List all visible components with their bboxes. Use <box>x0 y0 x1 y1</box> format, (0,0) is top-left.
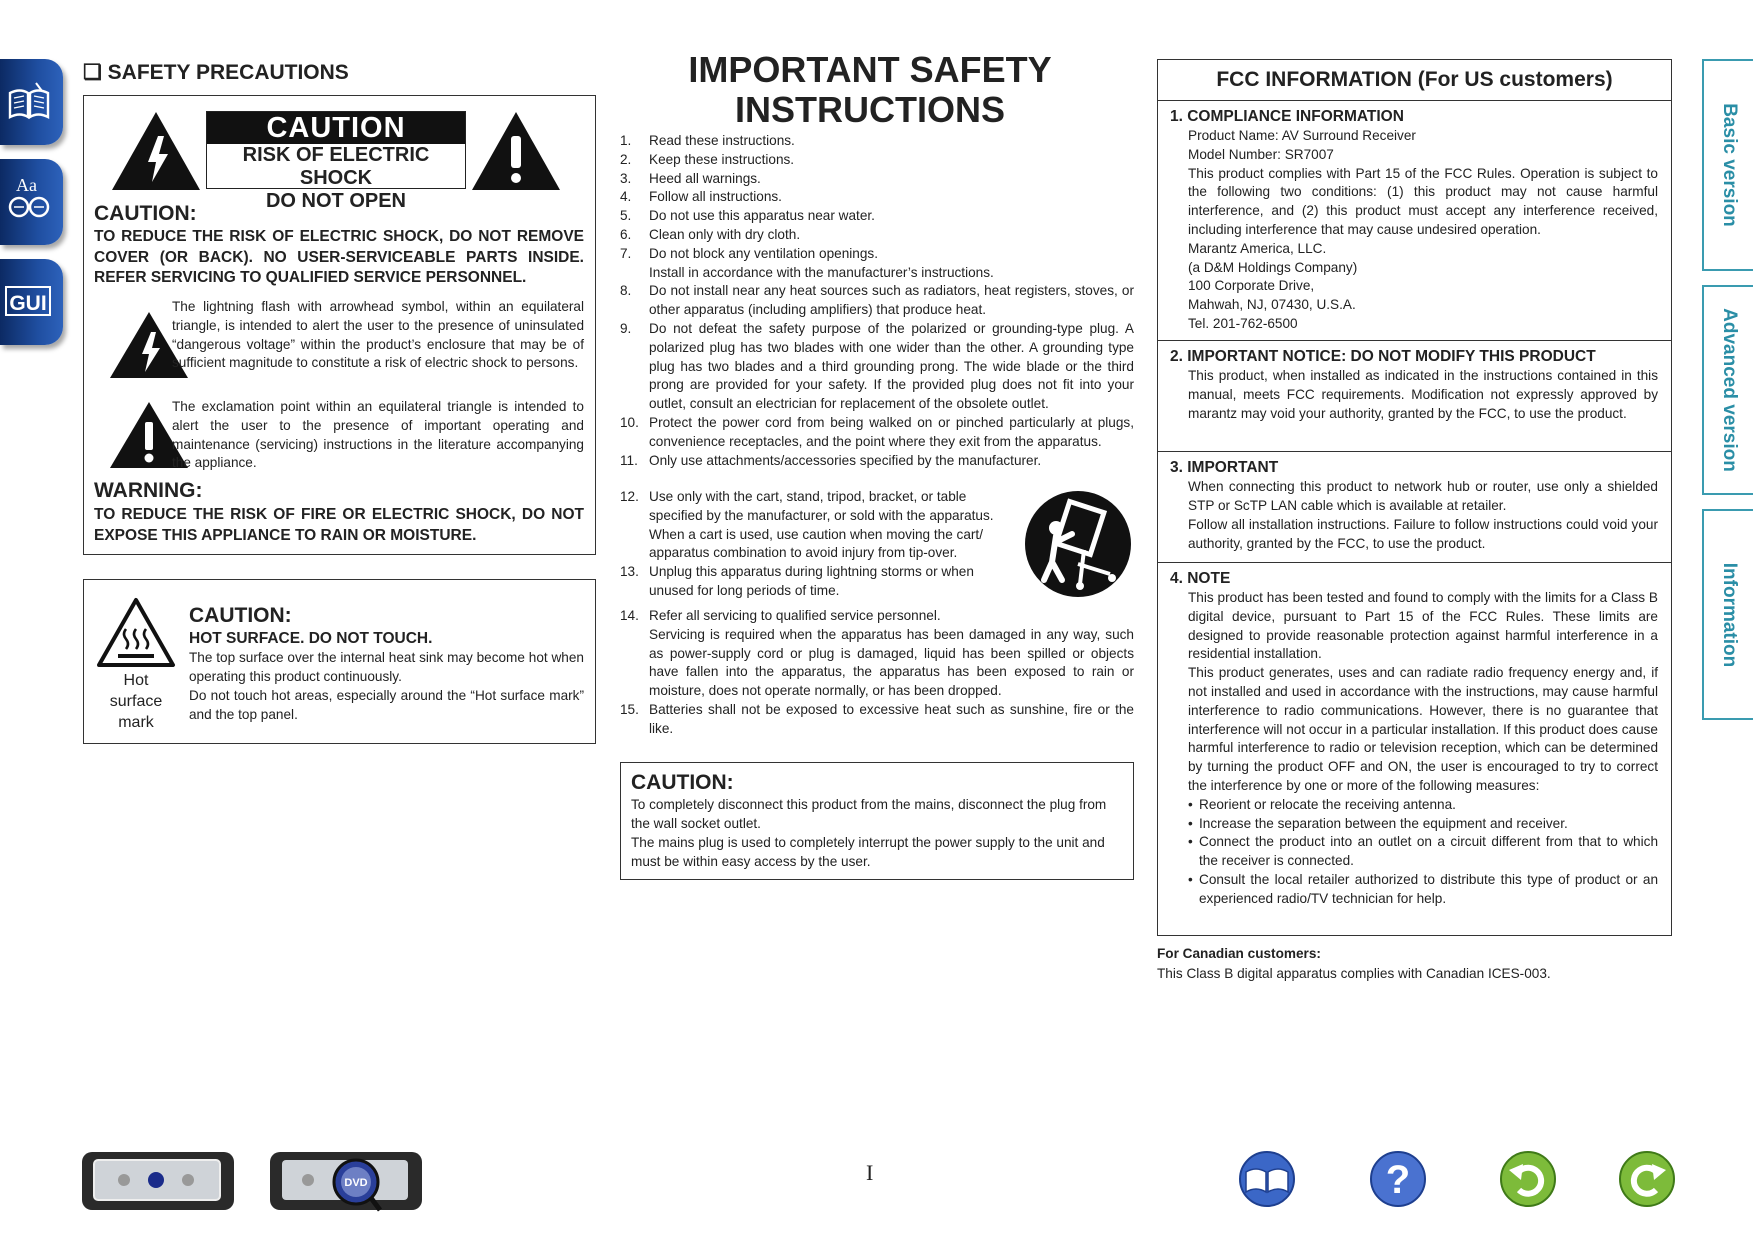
bullet-glyph: • <box>1188 871 1193 887</box>
fcc-measures-list <box>1188 796 1658 909</box>
fcc-section-4-body <box>1188 589 1658 909</box>
tab-advanced-version-label: Advanced version <box>1718 308 1740 472</box>
fcc-section-2-text: This product, when installed as indicated in the instructions contained in this manual, meets FCC requirements. Modification not expressly approved by marantz may void your authority, granted by the FCC, to use the product. <box>1188 368 1658 421</box>
instruction-text: Read these instructions. <box>649 133 795 148</box>
mains-caution-text-1: To completely disconnect this product from the mains, disconnect the plug from the wall socket outlet. <box>631 797 1107 831</box>
lightning-symbol-description: The lightning flash with arrowhead symbol, within an equilateral triangle, is intended to alert the user to the presence of uninsulated “dangerous voltage” within the product’s enclosure that may be of sufficient magnitude to constitute a risk of electric shock to persons. <box>172 299 584 371</box>
hot-surface-icon <box>96 597 176 669</box>
safety-precautions-box <box>83 95 596 555</box>
instruction-number: 5. <box>620 208 632 224</box>
instruction-text: Refer all servicing to qualified service personnel. Servicing is required when the apparatus has been damaged in any way, such as power-supply cord or plug is damaged, liquid has been spilled or objects have fallen into the apparatus, the apparatus has been exposed to rain or moisture, does not operate normally, or has been dropped. <box>649 608 1134 699</box>
lightning-triangle-icon <box>112 112 200 192</box>
page-number: I <box>866 1160 874 1185</box>
mains-caution-text-2: The mains plug is used to completely interrupt the power supply to the unit and must be within easy access by the user. <box>631 835 1105 869</box>
caution-title: CAUTION: <box>94 202 197 225</box>
gui-icon <box>4 285 54 321</box>
mains-caution-box <box>620 762 1134 880</box>
back-button[interactable] <box>1499 1150 1557 1208</box>
instruction-text: Do not use this apparatus near water. <box>649 208 875 224</box>
fcc-address-line: Marantz America, LLC. <box>1188 240 1327 256</box>
instruction-item <box>620 226 1134 245</box>
instruction-item <box>620 132 1134 151</box>
instruction-number: 8. <box>620 283 632 299</box>
tab-information-label: Information <box>1718 562 1740 667</box>
instruction-number: 4. <box>620 189 632 205</box>
rear-panel-button[interactable] <box>268 1150 428 1216</box>
nav-tab-gui[interactable] <box>0 259 63 345</box>
fcc-section-2-title: 2. IMPORTANT NOTICE: DO NOT MODIFY THIS PRODUCT <box>1170 348 1596 365</box>
fcc-section-4 <box>1158 562 1671 935</box>
instruction-item <box>620 414 1134 452</box>
hot-mark-line2: surface <box>109 693 163 710</box>
fcc-section-3-text-2: Follow all installation instructions. Failure to follow instructions could void your authority, granted by the FCC, to use the product. <box>1188 517 1658 551</box>
hot-caution-title: CAUTION: <box>189 604 292 627</box>
tab-basic-version[interactable] <box>1702 59 1753 271</box>
tab-information[interactable] <box>1702 509 1753 720</box>
hot-surface-mark-label <box>84 670 188 733</box>
warning-title: WARNING: <box>94 479 203 502</box>
bullet-glyph: • <box>1188 815 1193 831</box>
cart-tip-over-icon <box>1022 488 1134 600</box>
hot-caution-subtitle: HOT SURFACE. DO NOT TOUCH. <box>189 630 433 647</box>
index-icon <box>6 173 52 223</box>
caution-label <box>206 111 466 212</box>
forward-button[interactable] <box>1618 1150 1676 1208</box>
heading-checkbox-glyph: ❏ <box>83 61 102 84</box>
instruction-number: 14. <box>620 608 639 623</box>
instruction-text: Batteries shall not be exposed to excessive heat such as sunshine, fire or the like. <box>649 701 1134 736</box>
instruction-item <box>620 320 1134 414</box>
instruction-text: Follow all instructions. <box>649 189 782 205</box>
help-button[interactable] <box>1369 1150 1427 1208</box>
fcc-phone: Tel. 201-762-6500 <box>1188 315 1298 331</box>
instructions-title-line2: INSTRUCTIONS <box>735 89 1005 130</box>
caution-text: TO REDUCE THE RISK OF ELECTRIC SHOCK, DO NOT REMOVE COVER (OR BACK). NO USER-SERVICEABLE PARTS INSIDE. REFER SERVICING TO QUALIFIED SERVICE PERSONNEL. <box>94 228 584 286</box>
help-icon <box>1369 1150 1427 1208</box>
instruction-text: Unplug this apparatus during lightning storms or when unused for long periods of time. <box>649 564 974 598</box>
instruction-number: 3. <box>620 170 632 186</box>
fcc-section-1-title: 1. COMPLIANCE INFORMATION <box>1170 108 1404 125</box>
svg-text:Aa: Aa <box>16 175 37 195</box>
instruction-text: Do not install near any heat sources such as radiators, heat registers, stoves, or other apparatus (including amplifiers) that produce heat. <box>649 283 1134 318</box>
svg-text:GUI: GUI <box>9 292 47 315</box>
open-book-icon <box>6 79 52 125</box>
instruction-text: Only use attachments/accessories specified by the manufacturer. <box>649 452 1042 468</box>
fcc-address-line: Mahwah, NJ, 07430, U.S.A. <box>1188 297 1356 313</box>
bullet-glyph: • <box>1188 834 1193 850</box>
fcc-address-line: 100 Corporate Drive, <box>1188 278 1315 294</box>
receiver-disc-icon <box>268 1150 428 1216</box>
svg-text:?: ? <box>1385 1158 1411 1202</box>
instruction-number: 15. <box>620 701 639 717</box>
hot-mark-line1: Hot <box>123 672 149 689</box>
instruction-item <box>620 245 1134 283</box>
instruction-text: Keep these instructions. <box>649 151 795 167</box>
instruction-item <box>620 282 1134 320</box>
hot-surface-box <box>83 579 596 744</box>
canada-text: This Class B digital apparatus complies with Canadian ICES-003. <box>1157 966 1551 981</box>
fcc-section-1-body <box>1188 127 1658 334</box>
hot-caution-text-1: The top surface over the internal heat sink may become hot when operating this product continuously. <box>189 650 584 684</box>
fcc-title: FCC INFORMATION (For US customers) <box>1158 60 1671 101</box>
exclamation-symbol-description: The exclamation point within an equilateral triangle is intended to alert the user to the presence of important operating and maintenance (servicing) instructions in the literature accompanying the appliance. <box>172 399 584 471</box>
instruction-text: Use only with the cart, stand, tripod, bracket, or table specified by the manufacturer, or sold with the apparatus. When a cart is used, use caution when moving the cart/ apparatus combination to avoid injury from tip-over. <box>649 489 994 561</box>
fcc-measure-item <box>1188 833 1658 871</box>
redo-arrow-icon <box>1618 1150 1676 1208</box>
heading-text: SAFETY PRECAUTIONS <box>107 61 349 84</box>
fcc-section-3-title: 3. IMPORTANT <box>1170 459 1279 476</box>
instruction-item <box>620 452 1134 471</box>
canada-title: For Canadian customers: <box>1157 946 1321 961</box>
hot-caution-text-2: Do not touch hot areas, especially around the “Hot surface mark” and the top panel. <box>189 688 584 722</box>
fcc-section-1 <box>1158 100 1671 341</box>
instructions-title-line1: IMPORTANT SAFETY <box>688 49 1052 90</box>
fcc-product-name: Product Name: AV Surround Receiver <box>1188 128 1416 143</box>
instruction-number: 6. <box>620 226 632 242</box>
instruction-item <box>620 188 1134 207</box>
dvd-label: DVD <box>344 1177 368 1189</box>
fcc-measure-text: Consult the local retailer authorized to distribute this type of product or an experienced radio/TV technician for help. <box>1199 871 1658 906</box>
fcc-measure-item <box>1188 796 1658 815</box>
instruction-item <box>620 563 1018 601</box>
fcc-model-number: Model Number: SR7007 <box>1188 146 1334 162</box>
instruction-text: Do not block any ventilation openings. Install in accordance with the manufacturer’s instructions. <box>649 245 994 280</box>
instruction-number: 1. <box>620 133 632 148</box>
instruction-text: Heed all warnings. <box>649 170 761 186</box>
instruction-number: 13. <box>620 564 639 580</box>
instructions-list-cart <box>620 488 1018 601</box>
front-panel-button[interactable] <box>80 1150 236 1214</box>
warning-text: TO REDUCE THE RISK OF FIRE OR ELECTRIC SHOCK, DO NOT EXPOSE THIS APPLIANCE TO RAIN OR MOISTURE. <box>94 506 584 544</box>
instruction-number: 7. <box>620 245 632 261</box>
contents-button[interactable] <box>1238 1150 1296 1208</box>
instructions-title <box>620 50 1120 130</box>
fcc-section-2 <box>1158 340 1671 452</box>
instruction-number: 2. <box>620 151 632 167</box>
fcc-section-3 <box>1158 451 1671 563</box>
instruction-number: 12. <box>620 489 639 504</box>
fcc-measure-text: Reorient or relocate the receiving antenna. <box>1199 796 1456 812</box>
tab-basic-version-label: Basic version <box>1718 103 1740 227</box>
fcc-compliance-text: This product complies with Part 15 of the FCC Rules. Operation is subject to the following two conditions: (1) this product may not cause harmful interference, and (2) this product must accept any interference received, including interference that may cause undesired operation. <box>1188 165 1658 237</box>
tab-advanced-version[interactable] <box>1702 285 1753 495</box>
nav-tab-contents[interactable] <box>0 59 63 145</box>
instructions-list <box>620 132 1134 470</box>
fcc-measure-item <box>1188 871 1658 909</box>
instruction-item <box>620 607 1134 701</box>
instruction-number: 10. <box>620 414 639 430</box>
instruction-text: Protect the power cord from being walked on or pinched particularly at plugs, convenience receptacles, and the point where they exit from the apparatus. <box>649 414 1134 449</box>
instruction-item <box>620 207 1134 226</box>
caution-label-title: CAUTION <box>207 112 465 144</box>
nav-tab-index[interactable] <box>0 159 63 245</box>
fcc-measure-text: Connect the product into an outlet on a circuit different from that to which the receiver is connected. <box>1199 834 1658 869</box>
instruction-text: Do not defeat the safety purpose of the polarized or grounding-type plug. A polarized plug has two blades with one wider than the other. A grounding type plug has two blades and a third grounding prong. The wide blade or the third prong are provided for your safety. If the provided plug does not fit into your outlet, consult an electrician for replacement of the obsolete outlet. <box>649 320 1134 412</box>
instruction-number: 11. <box>620 452 638 468</box>
instruction-text: Clean only with dry cloth. <box>649 226 801 242</box>
book-icon <box>1238 1150 1296 1208</box>
exclamation-triangle-icon <box>472 112 560 192</box>
instruction-item <box>620 701 1134 739</box>
fcc-section-4-text-1: This product has been tested and found to comply with the limits for a Class B digital device, pursuant to Part 15 of the FCC Rules. These limits are designed to provide reasonable protection against harmful interference in a residential installation. <box>1188 590 1658 662</box>
caution-label-line2: DO NOT OPEN <box>265 190 406 212</box>
mains-caution-title: CAUTION: <box>631 771 734 794</box>
fcc-measure-item <box>1188 815 1658 834</box>
receiver-front-icon <box>80 1150 236 1214</box>
fcc-information-box <box>1157 59 1672 936</box>
fcc-section-3-text-1: When connecting this product to network hub or router, use only a shielded STP or ScTP LAN cable which is available at retailer. <box>1188 479 1658 513</box>
instruction-item <box>620 170 1134 189</box>
fcc-section-4-title: 4. NOTE <box>1170 570 1231 587</box>
fcc-section-4-text-2: This product generates, uses and can radiate radio frequency energy and, if not installed and used in accordance with the instructions, may cause harmful interference to radio communications. However, there is no guarantee that interference will not occur in a particular installation. If this product does cause harmful interference to radio or television reception, which can be determined by turning the product OFF and ON, the user is encouraged to try to correct the interference by one or more of the following measures: <box>1188 665 1658 793</box>
fcc-measure-text: Increase the separation between the equipment and receiver. <box>1199 815 1568 831</box>
caution-label-line1: RISK OF ELECTRIC SHOCK <box>242 144 430 189</box>
bullet-glyph: • <box>1188 796 1193 812</box>
undo-arrow-icon <box>1499 1150 1557 1208</box>
fcc-address-line: (a D&M Holdings Company) <box>1188 259 1358 275</box>
instruction-number: 9. <box>620 320 632 336</box>
hot-mark-line3: mark <box>118 714 154 731</box>
instruction-item <box>620 151 1134 170</box>
instructions-list-continued <box>620 607 1134 739</box>
safety-precautions-heading <box>83 60 349 85</box>
instruction-item <box>620 488 1018 563</box>
